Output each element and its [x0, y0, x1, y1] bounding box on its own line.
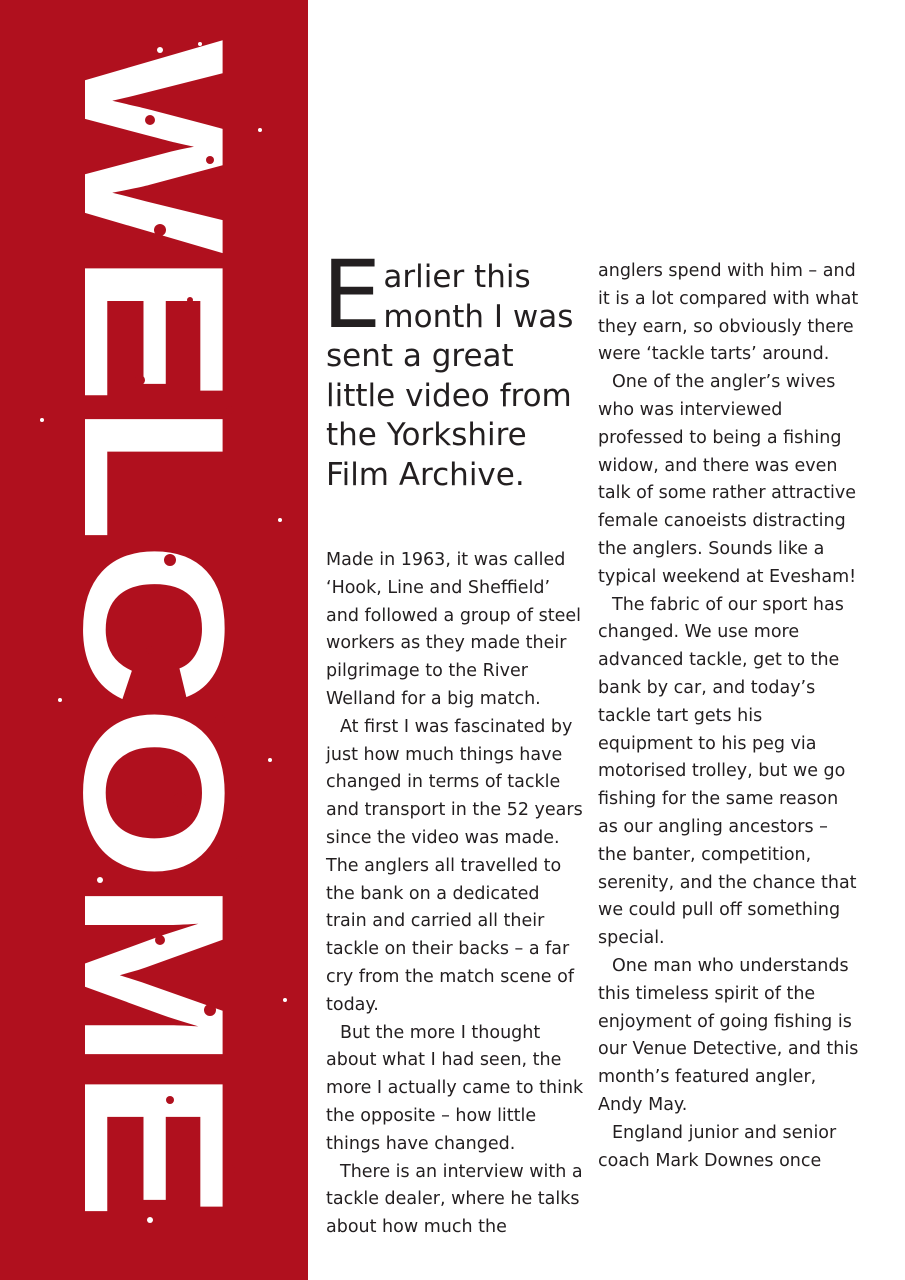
paragraph: But the more I thought about what I had seen, the more I actually came to think the opposite – how little things have changed.	[326, 1022, 584, 1154]
paragraph: The fabric of our sport has changed. We use more advanced tackle, get to the bank by car, and today’s tackle tart gets his equipment to his peg via motorised trolley, but we go fishing for the same reason as our angling ancestors – the banter, competition, serenity, and the chance that we could pull off something special.	[598, 594, 857, 949]
paragraph: anglers spend with him – and it is a lot compared with what they earn, so obviously there were ‘tackle tarts’ around.	[598, 261, 859, 365]
welcome-title	[0, 0, 308, 1280]
article-column-1	[322, 241, 584, 1242]
paragraph: England junior and senior coach Mark Downes once	[598, 1122, 837, 1171]
paragraph: One of the angler’s wives who was interviewed professed to being a fishing widow, and there was even talk of some rather attractive female canoeists distracting the anglers. Sounds like a typical weekend at Evesham!	[598, 372, 857, 587]
paragraph: Made in 1963, it was called ‘Hook, Line and Sheffield’ and followed a group of steel workers as they made their pilgrimage to the River Welland for a big match.	[326, 550, 582, 709]
article-column-2	[598, 258, 860, 1175]
drop-cap: E	[322, 241, 382, 350]
intro-heading	[322, 241, 584, 495]
intro-text: arlier this month I was sent a great little video from the Yorkshire Film Archive.	[326, 259, 574, 493]
paragraph: One man who understands this timeless spirit of the enjoyment of going fishing is our Venue Detective, and this month’s featured angler, Andy May.	[598, 955, 859, 1115]
paragraph: At first I was fascinated by just how much things have changed in terms of tackle and transport in the 52 years since the video was made. The anglers all travelled to the bank on a dedicated train and carried all their tackle on their backs – a far cry from the match scene of today.	[326, 716, 583, 1015]
paragraph: There is an interview with a tackle dealer, where he talks about how much the	[326, 1161, 583, 1238]
welcome-title-text: WELCOME	[42, 40, 265, 1085]
